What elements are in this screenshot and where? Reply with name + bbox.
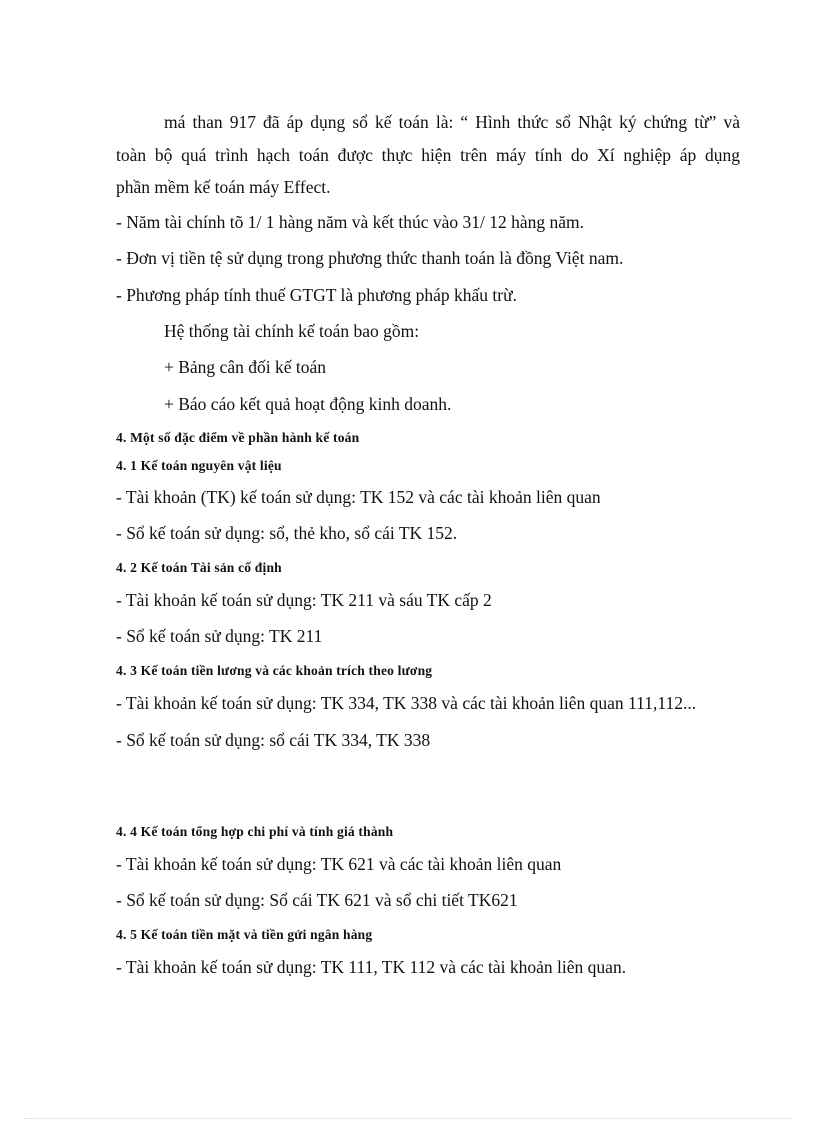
section-4-4-account: - Tài khoản kế toán sử dụng: TK 621 và các tài khoản liên quan bbox=[116, 854, 562, 874]
section-4-3-heading: 4. 3 Kế toán tiền lương và các khoản trích theo lương bbox=[116, 663, 433, 678]
page-bottom-divider bbox=[24, 1118, 792, 1119]
section-4-2-account: - Tài khoản kế toán sử dụng: TK 211 và sáu TK cấp 2 bbox=[116, 590, 492, 610]
section-4-5-heading: 4. 5 Kế toán tiền mặt và tiền gửi ngân hàng bbox=[116, 927, 373, 942]
section-4-4-heading: 4. 4 Kế toán tổng hợp chi phí và tính giá thành bbox=[116, 824, 394, 839]
intro-paragraph-line-1: má than 917 đã áp dụng sổ kế toán là: “ Hình thức sổ Nhật ký chứng từ” và bbox=[164, 112, 740, 132]
section-4-2-heading: 4. 2 Kế toán Tài sản cố định bbox=[116, 560, 282, 575]
balance-sheet-item: + Bảng cân đối kế toán bbox=[164, 357, 326, 377]
section-4-4-ledger: - Sổ kế toán sử dụng: Sổ cái TK 621 và sổ chi tiết TK621 bbox=[116, 890, 518, 910]
section-4-1-ledger: - Sổ kế toán sử dụng: sổ, thẻ kho, sổ cái TK 152. bbox=[116, 523, 458, 543]
vat-method-item: - Phương pháp tính thuế GTGT là phương pháp khấu trừ. bbox=[116, 285, 517, 305]
section-4-1-account: - Tài khoản (TK) kế toán sử dụng: TK 152 và các tài khoản liên quan bbox=[116, 487, 601, 507]
fiscal-year-item: - Năm tài chính tõ 1/ 1 hàng năm và kết thúc vào 31/ 12 hàng năm. bbox=[116, 212, 585, 232]
section-4-5-account: - Tài khoản kế toán sử dụng: TK 111, TK 112 và các tài khoản liên quan. bbox=[116, 957, 627, 977]
section-4-2-ledger: - Sổ kế toán sử dụng: TK 211 bbox=[116, 626, 323, 646]
currency-item: - Đơn vị tiền tệ sử dụng trong phương thức thanh toán là đồng Việt nam. bbox=[116, 248, 624, 268]
section-4-1-heading: 4. 1 Kế toán nguyên vật liệu bbox=[116, 458, 282, 473]
section-4-3-account: - Tài khoản kế toán sử dụng: TK 334, TK 338 và các tài khoản liên quan 111,112... bbox=[116, 693, 697, 713]
section-4-3-ledger: - Sổ kế toán sử dụng: sổ cái TK 334, TK 338 bbox=[116, 730, 431, 750]
section-4-heading: 4. Một số đặc điểm về phần hành kế toán bbox=[116, 430, 360, 445]
income-report-item: + Báo cáo kết quả hoạt động kinh doanh. bbox=[164, 394, 452, 414]
intro-paragraph-line-3: phần mềm kế toán máy Effect. bbox=[116, 177, 331, 197]
financial-system-intro: Hệ thống tài chính kế toán bao gồm: bbox=[164, 321, 420, 341]
intro-paragraph-line-2: toàn bộ quá trình hạch toán được thực hiện trên máy tính do Xí nghiệp áp dụng bbox=[116, 145, 740, 165]
